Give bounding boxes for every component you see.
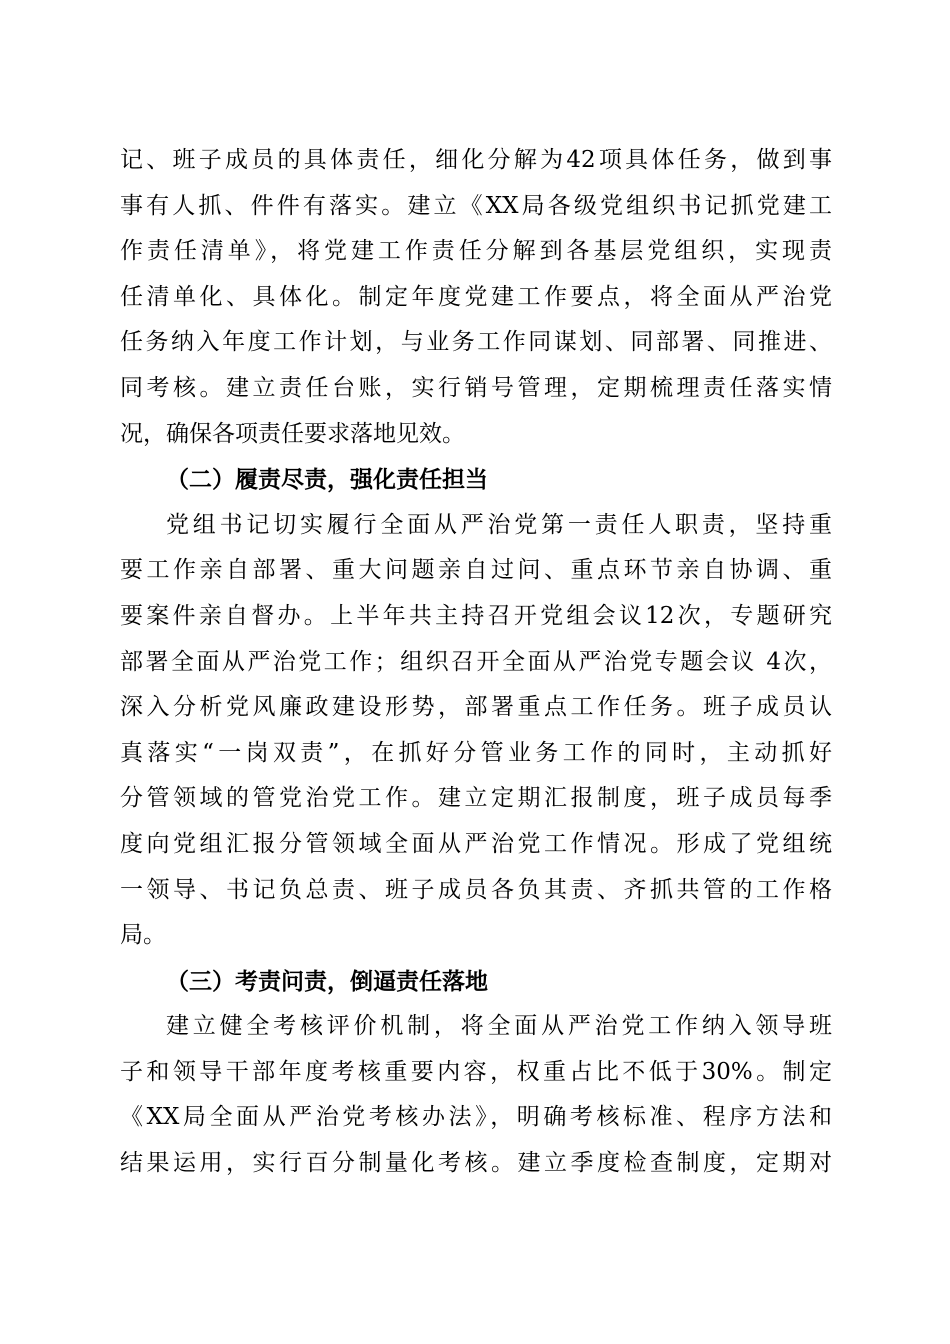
paragraph-line: 况，确保各项责任要求落地见效。 — [120, 420, 465, 447]
paragraph-line: 事有人抓、件件有落实。建立《XX局各级党组织书记抓党建工 — [120, 192, 832, 219]
paragraph-line: 《XX局全面从严治党考核办法》，明确考核标准、程序方法和 — [120, 1104, 832, 1131]
paragraph-line: 要工作亲自部署、重大问题亲自过问、重点环节亲自协调、重 — [120, 557, 832, 584]
paragraph-line: 任清单化、具体化。制定年度党建工作要点，将全面从严治党 — [120, 283, 832, 310]
paragraph-line: 建立健全考核评价机制，将全面从严治党工作纳入领导班 — [166, 1013, 832, 1040]
paragraph-line: 度向党组汇报分管领域全面从严治党工作情况。形成了党组统 — [120, 830, 832, 857]
paragraph-line: 党组书记切实履行全面从严治党第一责任人职责，坚持重 — [166, 511, 832, 538]
paragraph-line: 记、班子成员的具体责任，细化分解为42项具体任务，做到事 — [120, 147, 832, 173]
paragraph-line: 分管领域的管党治党工作。建立定期汇报制度，班子成员每季 — [120, 785, 832, 812]
paragraph-line: 任务纳入年度工作计划，与业务工作同谋划、同部署、同推进、 — [120, 329, 832, 356]
section-heading-3: （三）考责问责，倒逼责任落地 — [166, 967, 488, 995]
paragraph-line: 部署全面从严治党工作；组织召开全面从严治党专题会议 4次， — [120, 648, 832, 675]
paragraph-line: 结果运用，实行百分制量化考核。建立季度检查制度，定期对 — [120, 1150, 832, 1177]
document-body — [120, 138, 832, 1187]
paragraph-line: 要案件亲自督办。上半年共主持召开党组会议12次，专题研究 — [120, 602, 832, 629]
paragraph-line: 一领导、书记负总责、班子成员各负其责、齐抓共管的工作格 — [120, 876, 832, 903]
paragraph-line: 作责任清单》，将党建工作责任分解到各基层党组织，实现责 — [120, 238, 832, 265]
paragraph-line: 子和领导干部年度考核重要内容，权重占比不低于30%。制定 — [120, 1058, 832, 1085]
paragraph-line: 深入分析党风廉政建设形势，部署重点工作任务。班子成员认 — [120, 694, 832, 721]
paragraph-line: 同考核。建立责任台账，实行销号管理，定期梳理责任落实情 — [120, 374, 832, 401]
paragraph-line: 局。 — [120, 922, 166, 949]
section-heading-2: （二）履责尽责，强化责任担当 — [166, 466, 488, 494]
paragraph-line: 真落实“一岗双责”，在抓好分管业务工作的同时，主动抓好 — [120, 739, 832, 766]
